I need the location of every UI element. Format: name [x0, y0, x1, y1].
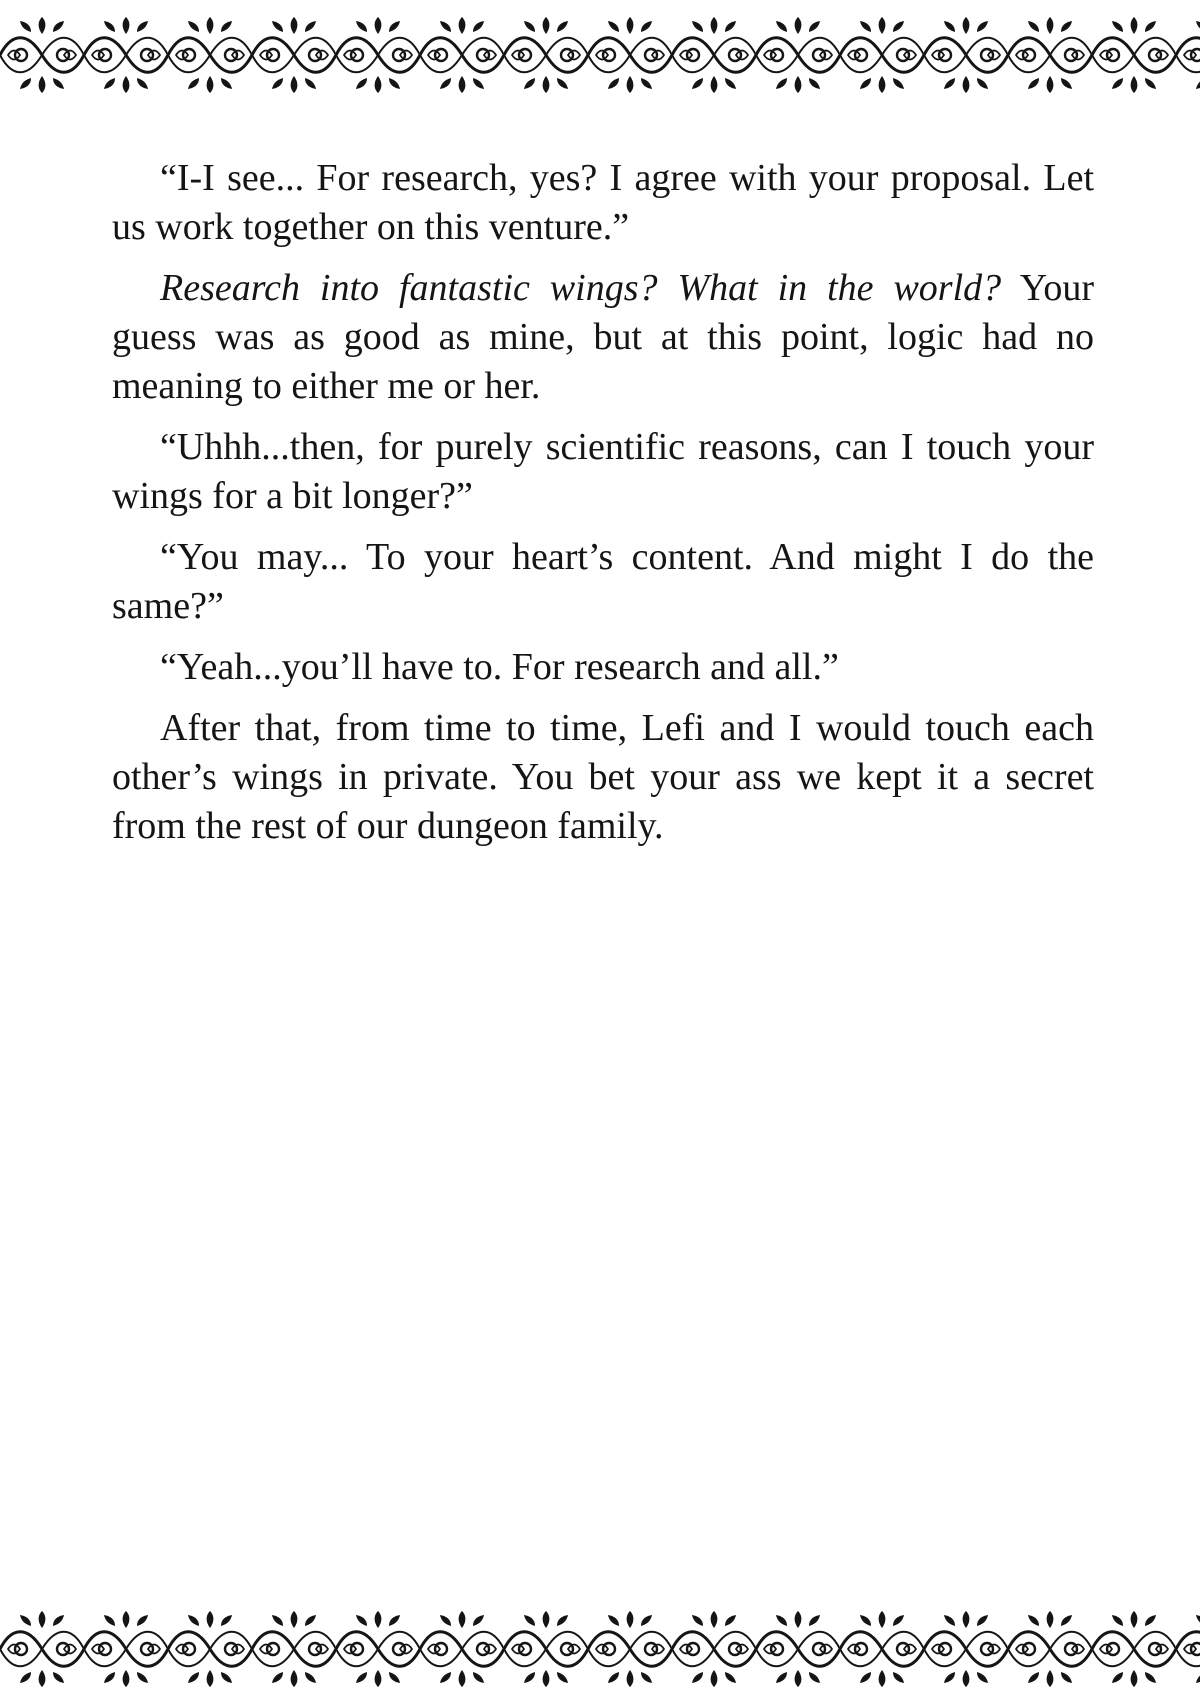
paragraph-1-text: “I-I see... For research, yes? I agree with your proposal. Let us work together on this venture.” — [112, 157, 1094, 248]
paragraph-6-text: After that, from time to time, Lefi and I would touch each other’s wings in private. You bet your ass we kept it a secret from the rest of our dungeon family. — [112, 707, 1094, 847]
paragraph-5-text: “Yeah...you’ll have to. For research and all.” — [160, 646, 839, 688]
paragraph-5 — [112, 643, 1094, 692]
paragraph-3 — [112, 423, 1094, 521]
ornamental-vine-border-icon — [0, 14, 1200, 96]
ornamental-vine-border-icon — [0, 1608, 1200, 1690]
paragraph-2 — [112, 264, 1094, 411]
paragraph-1 — [112, 154, 1094, 252]
paragraph-6 — [112, 704, 1094, 851]
page-text — [112, 154, 1094, 863]
bottom-ornamental-border — [0, 1608, 1200, 1690]
paragraph-4-text: “You may... To your heart’s content. And might I do the same?” — [112, 536, 1094, 627]
top-ornamental-border — [0, 14, 1200, 96]
paragraph-2-text: Your guess was as good as mine, but at this point, logic had no meaning to either me or her. — [112, 267, 1094, 407]
paragraph-3-text: “Uhhh...then, for purely scientific reasons, can I touch your wings for a bit longer?” — [112, 426, 1094, 517]
paragraph-4 — [112, 533, 1094, 631]
paragraph-2-italic-text: Research into fantastic wings? What in the world? — [160, 267, 1002, 309]
